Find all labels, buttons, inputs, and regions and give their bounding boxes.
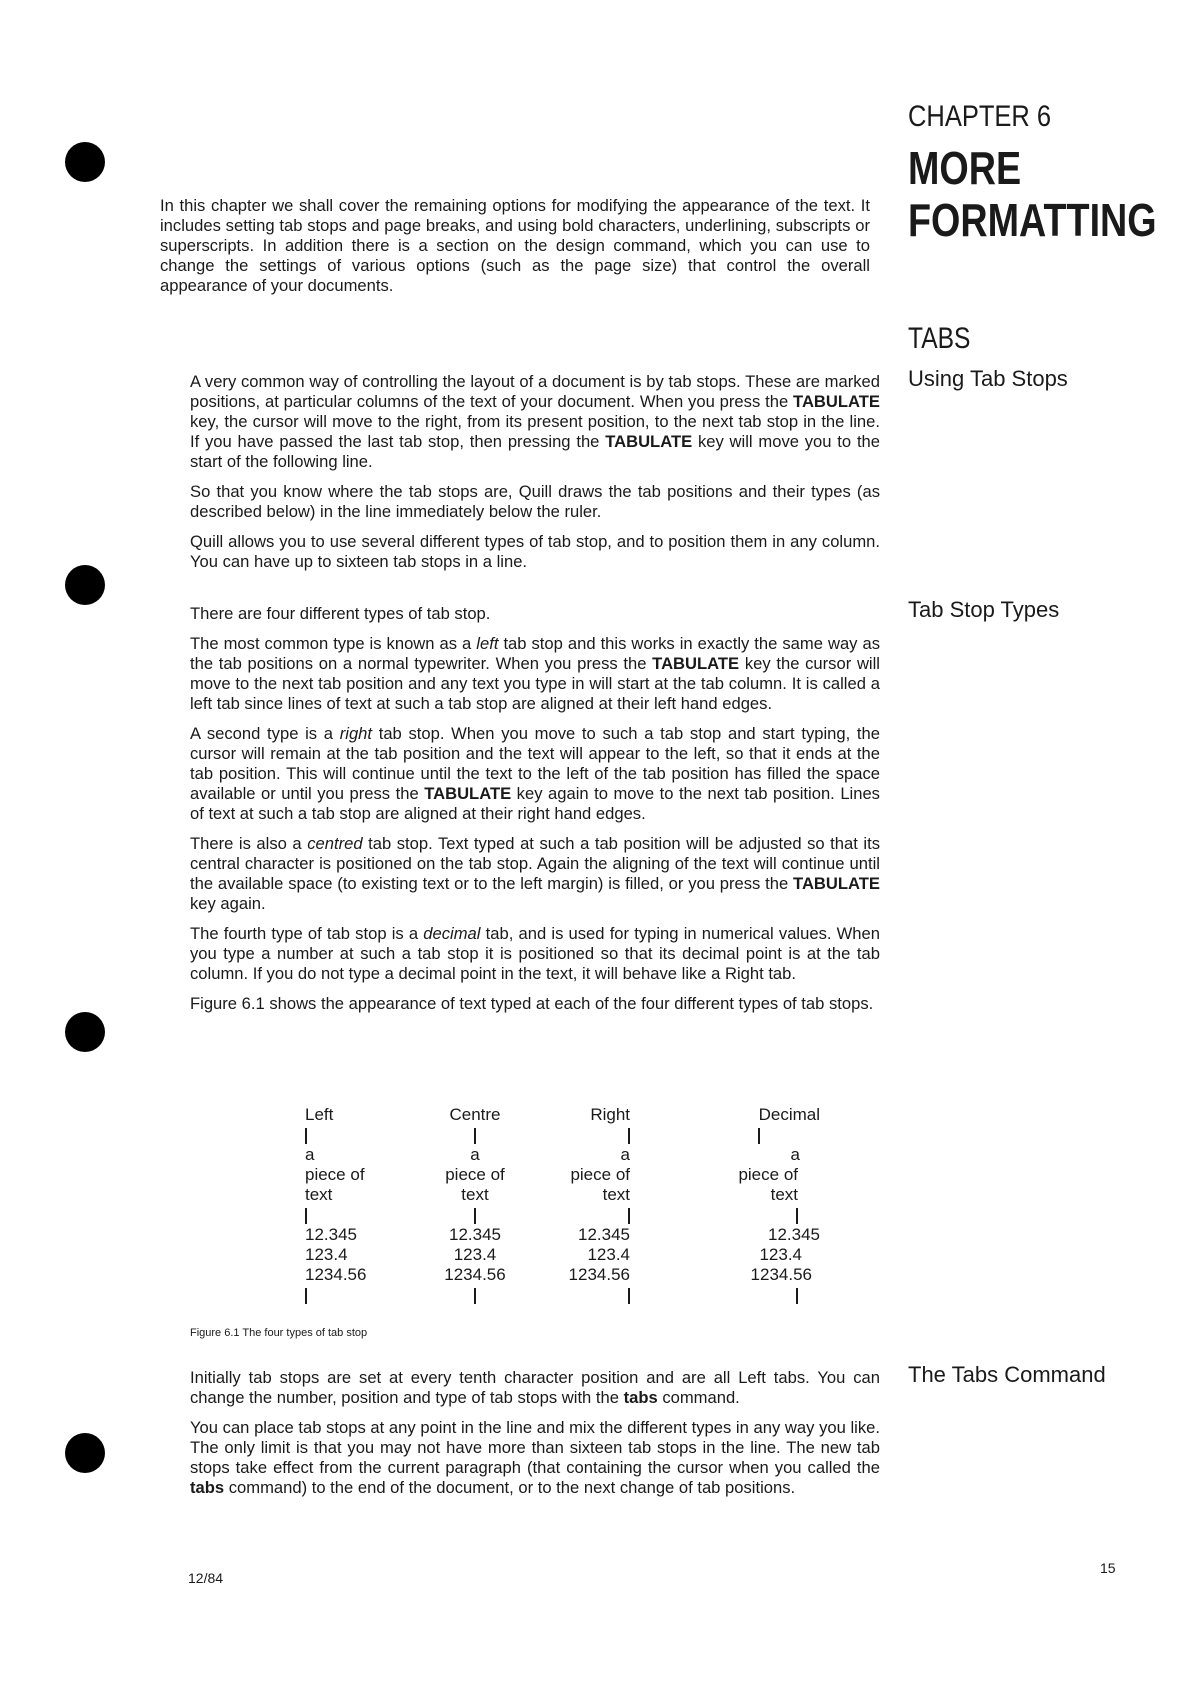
tab-marker — [796, 1208, 798, 1224]
subheading-tab-stop-types: Tab Stop Types — [908, 597, 1060, 622]
figure-column-left: Left a piece of text 12.345 123.4 1234.56 — [305, 1105, 445, 1305]
tab-stop-types-body — [190, 604, 880, 1024]
types-paragraph-5: The fourth type of tab stop is a decimal tab, and is used for typing in numerical values. When you type a number at such a tab stop it is positioned so that its decimal point is at the tab column. If you do not type a decimal point in the text, it will behave like a Right tab. — [190, 924, 880, 983]
chapter-title — [908, 142, 1157, 246]
using-paragraph-3: Quill allows you to use several different types of tab stop, and to position them in any column. You can have up to sixteen tab stops in a line. — [190, 532, 880, 571]
command-paragraph-1: Initially tab stops are set at every tenth character position and are all Left tabs. You can change the number, position and type of tab stops with the tabs command. — [190, 1368, 880, 1407]
figure-column-header: Centre — [449, 1105, 501, 1124]
page-number: 15 — [1100, 1560, 1116, 1576]
subheading-using-tab-stops: Using Tab Stops — [908, 366, 1068, 391]
tabs-command-body — [190, 1368, 880, 1508]
figure-column-header: Right — [590, 1105, 630, 1124]
figure-column-header: Decimal — [758, 1105, 820, 1124]
using-tab-stops-body — [190, 372, 880, 582]
using-paragraph-1: A very common way of controlling the layout of a document is by tab stops. These are marked positions, at particular columns of the text of your document. When you press the TABULATE key, the cursor will move to the right, from its present position, to the next tab stop in the line. If you have passed the last tab stop, then pressing the TABULATE key will move you to the start of the following line. — [190, 372, 881, 471]
figure-caption: Figure 6.1 The four types of tab stop — [190, 1327, 368, 1339]
tab-marker — [305, 1208, 307, 1224]
tab-marker — [628, 1208, 630, 1224]
types-paragraph-4: There is also a centred tab stop. Text typed at such a tab position will be adjusted so that its central character is positioned on the tab stop. Again the aligning of the text will continue until the available space (to existing text or to the left margin) is filled, or you press the TABULATE key again. — [190, 834, 880, 913]
binder-hole — [65, 1012, 105, 1052]
tab-marker — [628, 1128, 630, 1144]
binder-hole — [65, 142, 105, 182]
chapter-title-line1: MORE — [908, 142, 1022, 194]
types-paragraph-6: Figure 6.1 shows the appearance of text typed at each of the four different types of tab stops. — [190, 994, 874, 1013]
tab-marker — [796, 1288, 798, 1304]
tab-marker — [758, 1128, 760, 1144]
tab-marker — [628, 1288, 630, 1304]
types-paragraph-1: There are four different types of tab stop. — [190, 604, 491, 623]
binder-hole — [65, 565, 105, 605]
figure-tab-types — [305, 1105, 825, 1315]
types-paragraph-3: A second type is a right tab stop. When you move to such a tab stop and start typing, the cursor will remain at the tab position and the text will appear to the left, so that it ends at the tab position. This will continue until the text to the left of the tab position has filled the space available or until you press the TABULATE key again to move to the next tab position. Lines of text at such a tab stop are aligned at their right hand edges. — [190, 724, 880, 823]
section-heading-tabs: TABS — [908, 322, 971, 355]
tab-marker — [305, 1288, 307, 1304]
subheading-tabs-command: The Tabs Command — [908, 1362, 1106, 1387]
binder-hole — [65, 1433, 105, 1473]
using-paragraph-2: So that you know where the tab stops are, Quill draws the tab positions and their types (as described below) in the line immediately below the ruler. — [190, 482, 880, 521]
figure-column-decimal: Decimal a piece of text 12.345 123.4 1234.56 — [675, 1105, 820, 1305]
chapter-title-line2: FORMATTING — [908, 194, 1157, 246]
chapter-label: CHAPTER 6 — [908, 100, 1052, 133]
tab-marker — [305, 1128, 307, 1144]
types-paragraph-2: The most common type is known as a left tab stop and this works in exactly the same way as the tab positions on a normal typewriter. When you press the TABULATE key the cursor will move to the next tab position and any text you type in will start at the tab column. It is called a left tab since lines of text at such a tab stop are aligned at their left hand edges. — [190, 634, 880, 713]
figure-column-centre: Centre a piece of text 12.345 123.4 1234.56 — [405, 1105, 545, 1305]
footer-date: 12/84 — [188, 1570, 224, 1586]
figure-column-header: Left — [305, 1105, 334, 1124]
intro-paragraph: In this chapter we shall cover the remaining options for modifying the appearance of the text. It includes setting tab stops and page breaks, and using bold characters, underlining, subscripts or superscripts. In addition there is a section on the design command, which you can use to change the settings of various options (such as the page size) that control the overall appearance of your documents. — [160, 196, 870, 295]
figure-column-right: Right a piece of text 12.345 123.4 1234.56 — [475, 1105, 630, 1305]
command-paragraph-2: You can place tab stops at any point in the line and mix the different types in any way you like. The only limit is that you may not have more than sixteen tab stops in the line. The new tab stops take effect from the current paragraph (that containing the cursor when you called the tabs command) to the end of the document, or to the next change of tab positions. — [190, 1418, 880, 1497]
